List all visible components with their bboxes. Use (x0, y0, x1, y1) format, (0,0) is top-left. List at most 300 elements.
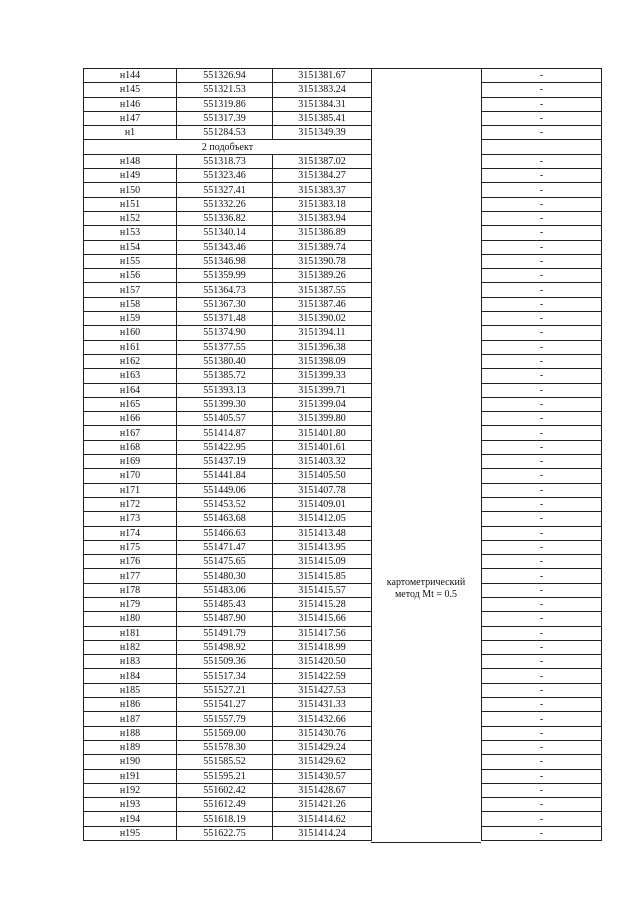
table-row (84, 826, 372, 840)
table-row (84, 726, 372, 740)
coord-y: 3151415.57 (273, 583, 372, 597)
coord-x: 551541.27 (177, 698, 273, 712)
coord-x: 551602.42 (177, 783, 273, 797)
coordinates-table-body (84, 69, 372, 841)
table-row (84, 555, 372, 569)
table-row (84, 812, 372, 826)
point-name: н1 (84, 126, 177, 140)
accuracy-row (482, 583, 602, 597)
coord-y: 3151389.74 (273, 240, 372, 254)
table-row (84, 126, 372, 140)
coord-y: 3151409.01 (273, 497, 372, 511)
point-name: н151 (84, 197, 177, 211)
accuracy-row (482, 455, 602, 469)
point-name: н193 (84, 798, 177, 812)
accuracy-row (482, 826, 602, 840)
coord-x: 551483.06 (177, 583, 273, 597)
coord-x: 551380.40 (177, 354, 273, 368)
accuracy-value: - (482, 455, 602, 469)
accuracy-value: - (482, 183, 602, 197)
table-row (84, 211, 372, 225)
point-name: н174 (84, 526, 177, 540)
table-row (84, 440, 372, 454)
coord-x: 551453.52 (177, 497, 273, 511)
coord-y: 3151431.33 (273, 698, 372, 712)
coord-y: 3151415.28 (273, 597, 372, 611)
coord-y: 3151422.59 (273, 669, 372, 683)
table-row (84, 597, 372, 611)
coord-x: 551321.53 (177, 83, 273, 97)
accuracy-row (482, 126, 602, 140)
coord-x: 551332.26 (177, 197, 273, 211)
accuracy-value: - (482, 83, 602, 97)
accuracy-value: - (482, 640, 602, 654)
coord-y: 3151390.02 (273, 312, 372, 326)
accuracy-value: - (482, 669, 602, 683)
coord-x: 551622.75 (177, 826, 273, 840)
point-name: н166 (84, 412, 177, 426)
point-name: н168 (84, 440, 177, 454)
coord-x: 551346.98 (177, 254, 273, 268)
accuracy-row (482, 497, 602, 511)
point-name: н190 (84, 755, 177, 769)
accuracy-value: - (482, 612, 602, 626)
accuracy-value: - (482, 354, 602, 368)
point-name: н155 (84, 254, 177, 268)
accuracy-value: - (482, 497, 602, 511)
coord-y: 3151385.41 (273, 111, 372, 125)
accuracy-row (482, 712, 602, 726)
point-name: н144 (84, 69, 177, 83)
coord-y: 3151403.32 (273, 455, 372, 469)
coord-y: 3151389.26 (273, 269, 372, 283)
point-name: н156 (84, 269, 177, 283)
point-name: н171 (84, 483, 177, 497)
table-row (84, 540, 372, 554)
point-name: н163 (84, 369, 177, 383)
table-row (84, 254, 372, 268)
accuracy-value: - (482, 712, 602, 726)
point-name: н148 (84, 154, 177, 168)
coord-x: 551585.52 (177, 755, 273, 769)
coord-x: 551449.06 (177, 483, 273, 497)
point-name: н172 (84, 497, 177, 511)
accuracy-row (482, 569, 602, 583)
coord-y: 3151387.02 (273, 154, 372, 168)
accuracy-row (482, 483, 602, 497)
coord-x: 551487.90 (177, 612, 273, 626)
point-name: н184 (84, 669, 177, 683)
table-row (84, 69, 372, 83)
accuracy-value: - (482, 769, 602, 783)
accuracy-value: - (482, 254, 602, 268)
accuracy-row (482, 69, 602, 83)
table-row (84, 798, 372, 812)
table-row (84, 626, 372, 640)
coord-y: 3151414.24 (273, 826, 372, 840)
accuracy-value: - (482, 683, 602, 697)
accuracy-row (482, 226, 602, 240)
accuracy-row (482, 698, 602, 712)
coord-x: 551569.00 (177, 726, 273, 740)
coord-y: 3151432.66 (273, 712, 372, 726)
accuracy-value: - (482, 69, 602, 83)
accuracy-row (482, 183, 602, 197)
coord-y: 3151427.53 (273, 683, 372, 697)
table-row (84, 755, 372, 769)
coord-x: 551485.43 (177, 597, 273, 611)
table-row (84, 197, 372, 211)
coord-y: 3151413.48 (273, 526, 372, 540)
table-row (84, 354, 372, 368)
point-name: н186 (84, 698, 177, 712)
coord-x: 551471.47 (177, 540, 273, 554)
accuracy-row (482, 512, 602, 526)
coord-x: 551327.41 (177, 183, 273, 197)
table-row (84, 569, 372, 583)
table-row (84, 483, 372, 497)
accuracy-row (482, 540, 602, 554)
coord-y: 3151399.80 (273, 412, 372, 426)
point-name: н182 (84, 640, 177, 654)
coord-y: 3151429.24 (273, 740, 372, 754)
coordinates-sheet (83, 68, 602, 841)
point-name: н145 (84, 83, 177, 97)
table-row (84, 583, 372, 597)
coord-y: 3151387.46 (273, 297, 372, 311)
coord-x: 551527.21 (177, 683, 273, 697)
table-row (84, 369, 372, 383)
coord-x: 551595.21 (177, 769, 273, 783)
table-row (84, 297, 372, 311)
accuracy-value: - (482, 111, 602, 125)
accuracy-value: - (482, 826, 602, 840)
table-row (84, 312, 372, 326)
point-name: н170 (84, 469, 177, 483)
point-name: н154 (84, 240, 177, 254)
coord-x: 551385.72 (177, 369, 273, 383)
accuracy-row (482, 626, 602, 640)
accuracy-value: - (482, 812, 602, 826)
coord-x: 551414.87 (177, 426, 273, 440)
table-row (84, 640, 372, 654)
accuracy-row (482, 798, 602, 812)
accuracy-value: - (482, 312, 602, 326)
point-name: н187 (84, 712, 177, 726)
table-row (84, 698, 372, 712)
table-row (84, 169, 372, 183)
coord-x: 551323.46 (177, 169, 273, 183)
coord-y: 3151383.94 (273, 211, 372, 225)
method-line-1: картометрический (386, 577, 466, 588)
point-name: н191 (84, 769, 177, 783)
coord-x: 551319.86 (177, 97, 273, 111)
accuracy-row (482, 655, 602, 669)
coord-x: 551422.95 (177, 440, 273, 454)
coord-x: 551480.30 (177, 569, 273, 583)
accuracy-value: - (482, 526, 602, 540)
coord-x: 551557.79 (177, 712, 273, 726)
coord-x: 551612.49 (177, 798, 273, 812)
coord-x: 551284.53 (177, 126, 273, 140)
coord-y: 3151401.80 (273, 426, 372, 440)
accuracy-row (482, 211, 602, 225)
accuracy-row (482, 397, 602, 411)
accuracy-value: - (482, 240, 602, 254)
accuracy-value: - (482, 440, 602, 454)
accuracy-value: - (482, 583, 602, 597)
coord-y: 3151399.33 (273, 369, 372, 383)
accuracy-row (482, 669, 602, 683)
accuracy-row (482, 683, 602, 697)
point-name: н189 (84, 740, 177, 754)
table-row (84, 655, 372, 669)
accuracy-row (482, 269, 602, 283)
accuracy-row (482, 555, 602, 569)
coord-y: 3151387.55 (273, 283, 372, 297)
coord-y: 3151430.76 (273, 726, 372, 740)
accuracy-row (482, 326, 602, 340)
subobject-header-row (84, 140, 372, 154)
coord-x: 551364.73 (177, 283, 273, 297)
coord-x: 551498.92 (177, 640, 273, 654)
point-name: н167 (84, 426, 177, 440)
accuracy-row (482, 340, 602, 354)
accuracy-table (481, 68, 602, 841)
accuracy-value: - (482, 555, 602, 569)
coord-y: 3151417.56 (273, 626, 372, 640)
table-row (84, 183, 372, 197)
accuracy-value: - (482, 698, 602, 712)
point-name: н175 (84, 540, 177, 554)
accuracy-value: - (482, 126, 602, 140)
accuracy-table-body (482, 69, 602, 841)
coord-x: 551340.14 (177, 226, 273, 240)
coord-x: 551509.36 (177, 655, 273, 669)
point-name: н195 (84, 826, 177, 840)
table-row (84, 783, 372, 797)
coord-x: 551399.30 (177, 397, 273, 411)
accuracy-value: - (482, 655, 602, 669)
coord-x: 551318.73 (177, 154, 273, 168)
coord-y: 3151396.38 (273, 340, 372, 354)
accuracy-row (482, 97, 602, 111)
accuracy-value: - (482, 283, 602, 297)
table-row (84, 769, 372, 783)
table-row (84, 240, 372, 254)
point-name: н165 (84, 397, 177, 411)
accuracy-row (482, 312, 602, 326)
coord-x: 551336.82 (177, 211, 273, 225)
table-row (84, 669, 372, 683)
point-name: н158 (84, 297, 177, 311)
coord-x: 551374.90 (177, 326, 273, 340)
coord-x: 551326.94 (177, 69, 273, 83)
table-row (84, 497, 372, 511)
accuracy-row (482, 412, 602, 426)
accuracy-value: - (482, 740, 602, 754)
accuracy-value: - (482, 469, 602, 483)
table-row (84, 469, 372, 483)
point-name: н176 (84, 555, 177, 569)
table-row (84, 612, 372, 626)
coord-y: 3151381.67 (273, 69, 372, 83)
table-row (84, 397, 372, 411)
accuracy-value (482, 140, 602, 154)
point-name: н180 (84, 612, 177, 626)
table-row (84, 269, 372, 283)
table-row (84, 340, 372, 354)
table-row (84, 154, 372, 168)
table-row (84, 740, 372, 754)
accuracy-row (482, 140, 602, 154)
accuracy-value: - (482, 783, 602, 797)
point-name: н185 (84, 683, 177, 697)
accuracy-row (482, 297, 602, 311)
coord-x: 551317.39 (177, 111, 273, 125)
accuracy-row (482, 755, 602, 769)
accuracy-row (482, 254, 602, 268)
coord-y: 3151384.31 (273, 97, 372, 111)
accuracy-row (482, 783, 602, 797)
coord-y: 3151383.18 (273, 197, 372, 211)
point-name: н169 (84, 455, 177, 469)
coord-x: 551463.68 (177, 512, 273, 526)
accuracy-row (482, 612, 602, 626)
coord-y: 3151399.71 (273, 383, 372, 397)
table-row (84, 512, 372, 526)
table-row (84, 111, 372, 125)
point-name: н179 (84, 597, 177, 611)
accuracy-value: - (482, 412, 602, 426)
accuracy-value: - (482, 269, 602, 283)
point-name: н192 (84, 783, 177, 797)
accuracy-row (482, 740, 602, 754)
accuracy-value: - (482, 97, 602, 111)
point-name: н183 (84, 655, 177, 669)
coord-x: 551343.46 (177, 240, 273, 254)
coord-y: 3151390.78 (273, 254, 372, 268)
coordinates-table (83, 68, 372, 841)
accuracy-value: - (482, 340, 602, 354)
coord-y: 3151399.04 (273, 397, 372, 411)
point-name: н149 (84, 169, 177, 183)
coord-y: 3151407.78 (273, 483, 372, 497)
accuracy-value: - (482, 483, 602, 497)
accuracy-row (482, 769, 602, 783)
coord-x: 551578.30 (177, 740, 273, 754)
table-row (84, 712, 372, 726)
accuracy-row (482, 354, 602, 368)
coord-x: 551405.57 (177, 412, 273, 426)
accuracy-row (482, 369, 602, 383)
coord-y: 3151349.39 (273, 126, 372, 140)
table-row (84, 455, 372, 469)
coord-y: 3151383.37 (273, 183, 372, 197)
accuracy-value: - (482, 798, 602, 812)
coord-y: 3151386.89 (273, 226, 372, 240)
accuracy-row (482, 597, 602, 611)
coord-y: 3151415.85 (273, 569, 372, 583)
point-name: н147 (84, 111, 177, 125)
coord-x: 551371.48 (177, 312, 273, 326)
accuracy-value: - (482, 326, 602, 340)
accuracy-value: - (482, 369, 602, 383)
table-row (84, 426, 372, 440)
point-name: н150 (84, 183, 177, 197)
point-name: н173 (84, 512, 177, 526)
coord-x: 551377.55 (177, 340, 273, 354)
point-name: н194 (84, 812, 177, 826)
accuracy-row (482, 812, 602, 826)
coord-x: 551491.79 (177, 626, 273, 640)
table-row (84, 412, 372, 426)
accuracy-row (482, 469, 602, 483)
table-row (84, 326, 372, 340)
point-name: н160 (84, 326, 177, 340)
coord-y: 3151415.09 (273, 555, 372, 569)
table-row (84, 83, 372, 97)
coord-y: 3151398.09 (273, 354, 372, 368)
coord-y: 3151383.24 (273, 83, 372, 97)
coord-y: 3151414.62 (273, 812, 372, 826)
coord-y: 3151401.61 (273, 440, 372, 454)
coord-y: 3151418.99 (273, 640, 372, 654)
coord-x: 551517.34 (177, 669, 273, 683)
accuracy-value: - (482, 154, 602, 168)
subobject-header: 2 подобъект (84, 140, 372, 154)
accuracy-row (482, 726, 602, 740)
coord-y: 3151421.26 (273, 798, 372, 812)
table-row (84, 283, 372, 297)
coord-x: 551437.19 (177, 455, 273, 469)
accuracy-row (482, 169, 602, 183)
point-name: н164 (84, 383, 177, 397)
accuracy-row (482, 240, 602, 254)
point-name: н161 (84, 340, 177, 354)
method-column (371, 68, 481, 843)
point-name: н178 (84, 583, 177, 597)
accuracy-row (482, 283, 602, 297)
coord-y: 3151420.50 (273, 655, 372, 669)
coord-y: 3151428.67 (273, 783, 372, 797)
point-name: н177 (84, 569, 177, 583)
table-row (84, 97, 372, 111)
accuracy-value: - (482, 226, 602, 240)
accuracy-value: - (482, 197, 602, 211)
table-row (84, 226, 372, 240)
point-name: н152 (84, 211, 177, 225)
accuracy-row (482, 83, 602, 97)
point-name: н157 (84, 283, 177, 297)
accuracy-value: - (482, 169, 602, 183)
coord-x: 551359.99 (177, 269, 273, 283)
point-name: н181 (84, 626, 177, 640)
accuracy-value: - (482, 755, 602, 769)
accuracy-row (482, 383, 602, 397)
accuracy-row (482, 154, 602, 168)
accuracy-row (482, 640, 602, 654)
accuracy-value: - (482, 426, 602, 440)
coord-y: 3151429.62 (273, 755, 372, 769)
accuracy-row (482, 111, 602, 125)
accuracy-row (482, 197, 602, 211)
coord-y: 3151415.66 (273, 612, 372, 626)
coord-y: 3151413.95 (273, 540, 372, 554)
table-row (84, 383, 372, 397)
point-name: н153 (84, 226, 177, 240)
table-row (84, 683, 372, 697)
